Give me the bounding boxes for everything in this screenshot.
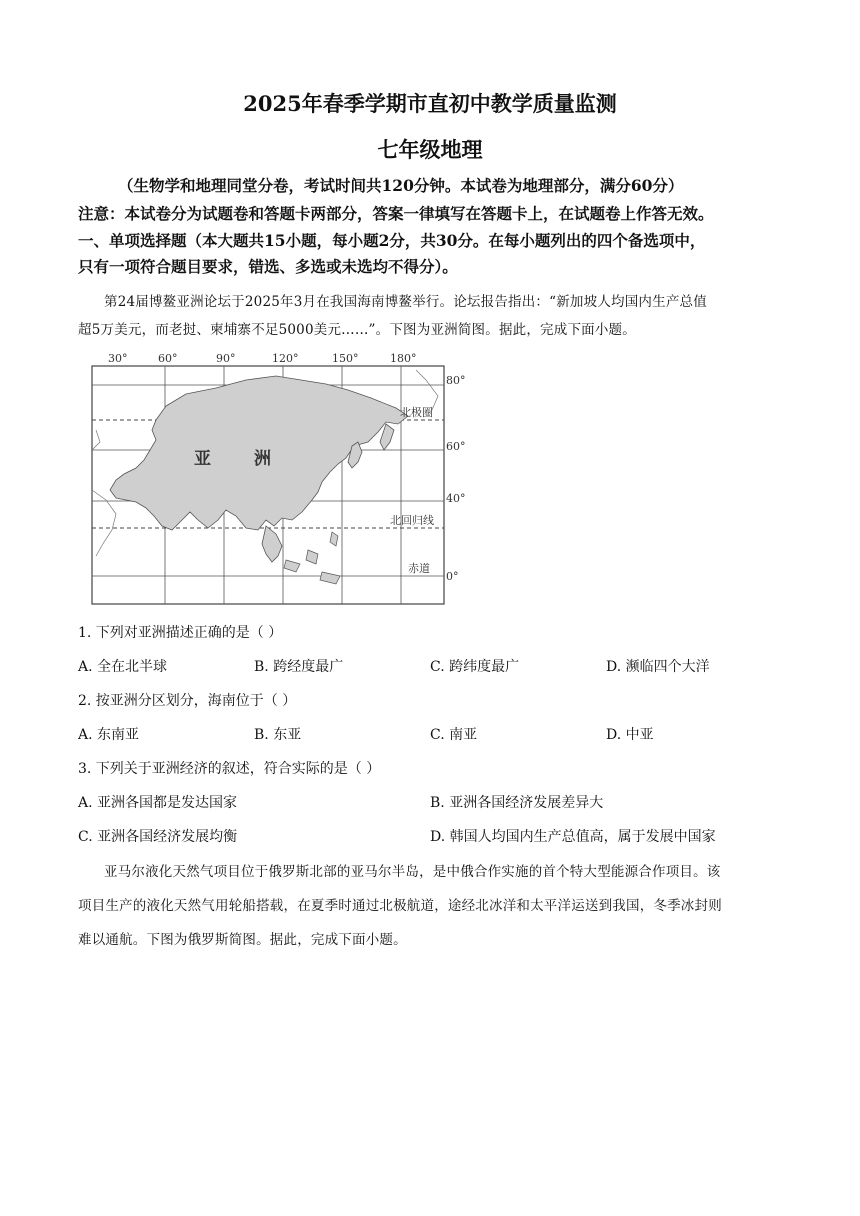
page-title: 2025年春季学期市直初中教学质量监测 <box>243 91 617 116</box>
southeast-asia-landmass <box>262 526 282 562</box>
question-1-stem: 1. 下列对亚洲描述正确的是（ ） <box>78 625 283 641</box>
passage1-line1: 第24届博鳌亚洲论坛于2025年3月在我国海南博鳌举行。论坛报告指出：“新加坡人均国内生产总值 <box>104 294 707 310</box>
lon-label-180: 180° <box>390 352 417 365</box>
question-3-option-c: C. 亚洲各国经济发展均衡 <box>78 829 238 845</box>
kamchatka <box>380 424 394 450</box>
lon-label-30: 30° <box>108 352 128 365</box>
page-subtitle: 七年级地理 <box>377 137 483 162</box>
section-heading-line2: 只有一项符合题目要求，错选、多选或未选均不得分）。 <box>78 257 458 276</box>
question-1-option-b: B. 跨经度最广 <box>254 659 344 675</box>
question-1-option-a: A. 全在北半球 <box>78 659 168 675</box>
question-2-option-d: D. 中亚 <box>606 727 654 743</box>
question-3-option-d: D. 韩国人均国内生产总值高，属于发展中国家 <box>430 829 716 845</box>
lon-label-150: 150° <box>332 352 359 365</box>
asia-map <box>86 350 474 608</box>
lon-label-120: 120° <box>272 352 299 365</box>
island-3 <box>320 572 340 584</box>
passage2-line3: 难以通航。下图为俄罗斯简图。据此，完成下面小题。 <box>78 932 407 948</box>
question-2-option-b: B. 东亚 <box>254 727 302 743</box>
section-heading-line1: 一、单项选择题（本大题共15小题，每小题2分，共30分。在每小题列出的四个备选项中， <box>78 231 706 250</box>
question-3-stem: 3. 下列关于亚洲经济的叙述，符合实际的是（ ） <box>78 761 381 777</box>
question-3-option-b: B. 亚洲各国经济发展差异大 <box>430 795 604 811</box>
lon-label-60: 60° <box>158 352 178 365</box>
lat-label-0: 0° <box>446 570 459 583</box>
exam-notice: 注意：本试卷分为试题卷和答题卡两部分，答案一律填写在答题卡上，在试题卷上作答无效。 <box>78 204 714 223</box>
lat-label-60: 60° <box>446 440 466 453</box>
question-2-option-a: A. 东南亚 <box>78 727 140 743</box>
arctic-circle-label: 北极圈 <box>400 406 433 419</box>
question-1-option-c: C. 跨纬度最广 <box>430 659 520 675</box>
tropic-label: 北回归线 <box>390 514 434 527</box>
island-4 <box>330 532 338 546</box>
question-2-option-c: C. 南亚 <box>430 727 478 743</box>
equator-label: 赤道 <box>408 562 430 575</box>
lon-label-90: 90° <box>216 352 236 365</box>
question-3-option-a: A. 亚洲各国都是发达国家 <box>78 795 238 811</box>
island-1 <box>284 560 300 572</box>
exam-note: （生物学和地理同堂分卷，考试时间共120分钟。本试卷为地理部分，满分60分） <box>118 176 684 195</box>
passage1-line2: 超5万美元，而老挝、柬埔寨不足5000美元……”。下图为亚洲简图。据此，完成下面小题。 <box>78 322 636 338</box>
passage2-line2: 项目生产的液化天然气用轮船搭载，在夏季时通过北极航道，途经北冰洋和太平洋运送到我国，冬季冰封则 <box>78 898 722 914</box>
passage2-line1: 亚马尔液化天然气项目位于俄罗斯北部的亚马尔半岛，是中俄合作实施的首个特大型能源合作项目。该 <box>104 864 721 880</box>
region-label-ya: 亚 <box>194 449 211 469</box>
island-2 <box>306 550 318 564</box>
lat-label-80: 80° <box>446 374 466 387</box>
region-label-zhou: 洲 <box>254 449 271 469</box>
question-2-stem: 2. 按亚洲分区划分，海南位于（ ） <box>78 693 297 709</box>
question-1-option-d: D. 濒临四个大洋 <box>606 659 710 675</box>
lat-label-40: 40° <box>446 492 466 505</box>
